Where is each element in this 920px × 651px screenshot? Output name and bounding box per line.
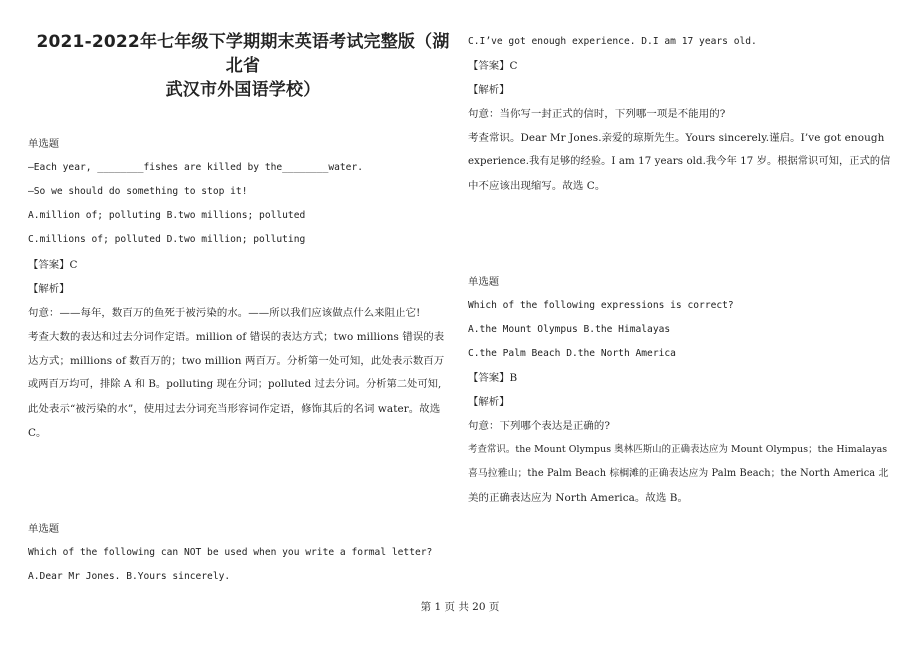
options-ab: A.million of; polluting B.two millions; polluted	[28, 210, 306, 221]
explanation-line: 句意：——每年，数百万的鱼死于被污染的水。——所以我们应该做点什么来阻止它!	[28, 307, 421, 319]
question-type: 单选题	[28, 523, 60, 535]
question-stem: Which of the following can NOT be used when you write a formal letter?	[28, 547, 433, 558]
options-ab: A.the Mount Olympus B.the Himalayas	[468, 324, 671, 335]
analysis-label: 【解析】	[28, 283, 70, 295]
page-footer: 第 1 页 共 20 页	[420, 601, 500, 613]
question-stem: —So we should do something to stop it!	[28, 186, 248, 197]
title-line-2: 武汉市外国语学校）	[165, 80, 321, 100]
answer: 【答案】C	[28, 259, 78, 271]
explanation-line: 考查常识。the Mount Olympus 奥林匹斯山的正确表达应为 Mount Olympus；the Himalayas	[468, 444, 888, 455]
options-cd: C.I’ve got enough experience. D.I am 17 years old.	[468, 36, 757, 47]
explanation-line: 句意：下列哪个表达是正确的?	[468, 420, 611, 432]
options-cd: C.millions of; polluted D.two million; polluting	[28, 234, 306, 245]
explanation-line: C。	[28, 427, 47, 439]
explanation-line: 达方式；millions of 数百万的；two million 两百万。分析第一处可知，此处表示数百万	[28, 355, 445, 367]
explanation-line: experience.我有足够的经验。I am 17 years old.我今年 17 岁。根据常识可知，正式的信	[468, 156, 891, 167]
explanation-line: 此处表示“被污染的水”，使用过去分词充当形容词作定语，修饰其后的名词 water。故选	[28, 403, 441, 415]
question-stem: Which of the following expressions is correct?	[468, 300, 734, 311]
options-cd: C.the Palm Beach D.the North America	[468, 348, 676, 359]
explanation-line: 喜马拉雅山；the Palm Beach 棕榈滩的正确表达应为 Palm Beach；the North America 北	[468, 468, 889, 479]
answer: 【答案】C	[468, 60, 518, 72]
explanation-line: 考查常识。Dear Mr Jones.亲爱的琼斯先生。Yours sincerely.谨启。I’ve got enough	[468, 132, 885, 144]
answer: 【答案】B	[468, 372, 518, 384]
explanation-line: 考查大数的表达和过去分词作定语。million of 错误的表达方式；two millions 错误的表	[28, 331, 445, 343]
options-ab: A.Dear Mr Jones. B.Yours sincerely.	[28, 571, 231, 582]
document-title	[28, 30, 458, 102]
explanation-line: 句意：当你写一封正式的信时，下列哪一项是不能用的?	[468, 108, 726, 120]
question-stem: —Each year, ________fishes are killed by the________water.	[28, 162, 364, 173]
question-type: 单选题	[468, 276, 500, 288]
analysis-label: 【解析】	[468, 396, 510, 408]
explanation-line: 美的正确表达应为 North America。故选 B。	[468, 492, 689, 504]
question-type: 单选题	[28, 138, 60, 150]
explanation-line: 中不应该出现缩写。故选 C。	[468, 180, 606, 192]
title-line-1: 2021-2022年七年级下学期期末英语考试完整版（湖北省	[36, 32, 450, 76]
explanation-line: 或两百万均可，排除 A 和 B。polluting 现在分词；polluted 过去分词。分析第二处可知,	[28, 379, 442, 390]
analysis-label: 【解析】	[468, 84, 510, 96]
